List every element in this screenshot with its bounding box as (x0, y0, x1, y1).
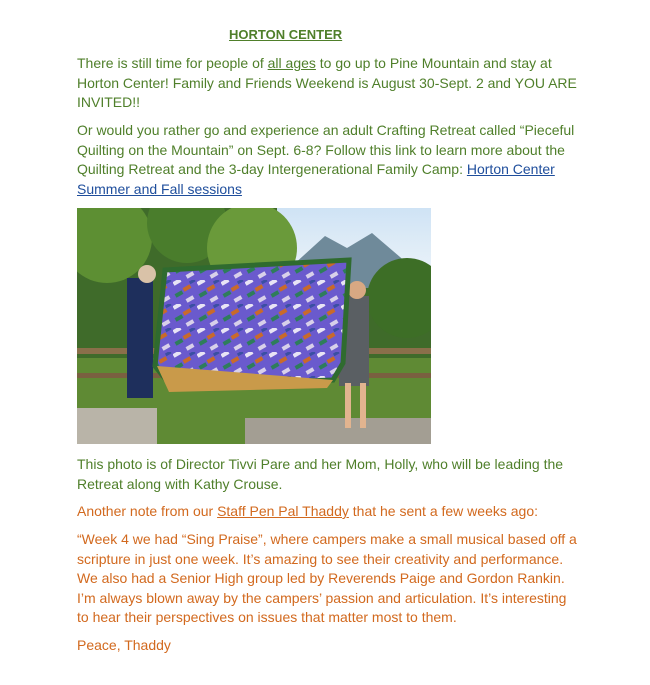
signoff: Peace, Thaddy (77, 637, 171, 653)
thaddy-quote: “Week 4 we had “Sing Praise”, where campers make a small musical based off a scripture in just one week. It’s amazing to see their creativity and performance. We also had a Senior High group led by Reverends Paige and Gordon Rankin. I’m always blown away by the campers’ passion and articulation. It’s interesting to hear their perspectives on issues that matter most to them. (77, 531, 577, 625)
staff-pen-pal-underlined: Staff Pen Pal Thaddy (217, 503, 349, 519)
horton-center-sessions-link[interactable]: Horton Center Summer and Fall sessions (77, 161, 555, 197)
note-intro-end: that he sent a few weeks ago: (348, 503, 538, 519)
retreat-text: Or would you rather go and experience an adult Crafting Retreat called “Pieceful Quilting on the Mountain” on Sept. 6-8? Follow this link to learn more about the Quilting Retreat and the 3-day Intergenerational Family Camp: (77, 122, 575, 177)
note-intro (77, 502, 577, 522)
photo-caption: This photo is of Director Tivvi Pare and her Mom, Holly, who will be leading the Retreat along with Kathy Crouse. (77, 456, 564, 492)
note-intro-start: Another note from our (77, 503, 218, 519)
intro-text-start: There is still time for people of (77, 55, 268, 71)
retreat-paragraph (77, 121, 577, 199)
quilt-photo (77, 208, 431, 444)
intro-text-end: to go up to Pine Mountain and stay at Horton Center! Family and Friends Weekend is August 30-Sept. 2 and YOU ARE INVITED!! (77, 55, 577, 110)
intro-paragraph (77, 54, 577, 113)
all-ages-underlined: all ages (267, 55, 316, 71)
section-title: HORTON CENTER (229, 27, 343, 42)
